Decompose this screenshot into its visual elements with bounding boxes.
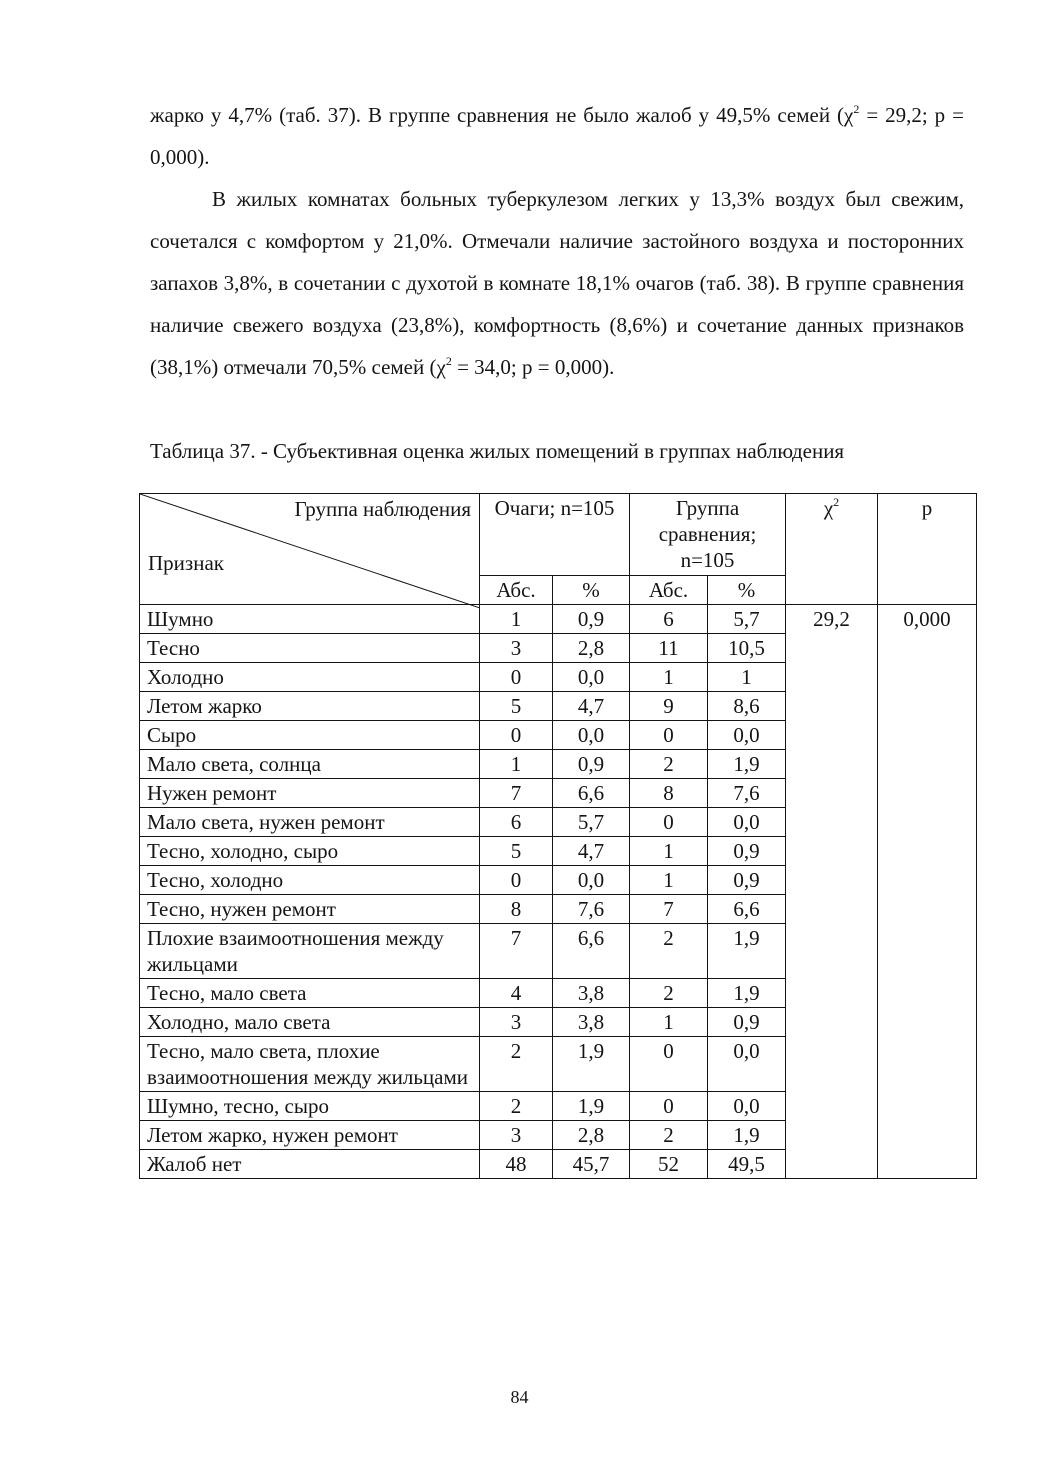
header-comparison: Группа сравнения; n=105 <box>630 494 786 576</box>
row-label: Шумно, тесно, сыро <box>140 1092 480 1121</box>
subheader-pct: % <box>553 575 630 604</box>
page-number: 84 <box>510 1387 529 1407</box>
header-group-label: Группа наблюдения <box>294 497 471 521</box>
foci-abs: 2 <box>480 1092 553 1121</box>
comparison-abs: 2 <box>630 1121 708 1150</box>
table-body <box>140 605 977 1179</box>
comparison-abs: 8 <box>630 779 708 808</box>
foci-abs: 0 <box>480 866 553 895</box>
foci-pct: 0,9 <box>553 750 630 779</box>
comparison-pct: 0,9 <box>708 837 786 866</box>
foci-abs: 5 <box>480 837 553 866</box>
comparison-abs: 1 <box>630 1008 708 1037</box>
data-table <box>139 493 977 1179</box>
comparison-pct: 0,9 <box>708 866 786 895</box>
comparison-abs: 1 <box>630 866 708 895</box>
row-label: Мало света, солнца <box>140 750 480 779</box>
foci-abs: 0 <box>480 663 553 692</box>
paragraph-1 <box>150 94 964 178</box>
foci-pct: 4,7 <box>553 692 630 721</box>
row-label: Нужен ремонт <box>140 779 480 808</box>
comparison-pct: 0,0 <box>708 721 786 750</box>
foci-pct: 2,8 <box>553 634 630 663</box>
foci-abs: 1 <box>480 605 553 634</box>
foci-pct: 0,0 <box>553 866 630 895</box>
foci-abs: 3 <box>480 1121 553 1150</box>
row-label: Тесно, холодно <box>140 866 480 895</box>
subheader-abs: Абс. <box>630 575 708 604</box>
chi-symbol: χ <box>823 496 834 520</box>
comparison-pct: 1,9 <box>708 979 786 1008</box>
foci-pct: 3,8 <box>553 1008 630 1037</box>
header-diagonal-cell <box>140 494 480 605</box>
foci-abs: 48 <box>480 1150 553 1179</box>
foci-pct: 3,8 <box>553 979 630 1008</box>
comparison-pct: 1,9 <box>708 750 786 779</box>
foci-abs: 3 <box>480 1008 553 1037</box>
foci-abs: 8 <box>480 895 553 924</box>
comparison-abs: 9 <box>630 692 708 721</box>
row-label: Тесно, мало света <box>140 979 480 1008</box>
superscript: 2 <box>853 102 860 116</box>
row-label: Летом жарко, нужен ремонт <box>140 1121 480 1150</box>
foci-abs: 0 <box>480 721 553 750</box>
header-chi-square <box>786 494 878 605</box>
foci-pct: 1,9 <box>553 1037 630 1092</box>
comparison-abs: 6 <box>630 605 708 634</box>
comparison-pct: 1,9 <box>708 1121 786 1150</box>
subheader-abs: Абс. <box>480 575 553 604</box>
comparison-pct: 7,6 <box>708 779 786 808</box>
comparison-abs: 11 <box>630 634 708 663</box>
row-label: Жалоб нет <box>140 1150 480 1179</box>
paragraph-1-text: жарко у 4,7% (таб. 37). В группе сравнения не было жалоб у 49,5% семей (χ <box>150 103 854 127</box>
foci-abs: 7 <box>480 779 553 808</box>
header-foci: Очаги; n=105 <box>480 494 630 576</box>
comparison-pct: 8,6 <box>708 692 786 721</box>
foci-pct: 0,9 <box>553 605 630 634</box>
foci-pct: 45,7 <box>553 1150 630 1179</box>
comparison-abs: 0 <box>630 808 708 837</box>
table-row <box>140 605 977 634</box>
foci-pct: 0,0 <box>553 663 630 692</box>
foci-pct: 1,9 <box>553 1092 630 1121</box>
row-label: Тесно <box>140 634 480 663</box>
header-p: p <box>878 494 977 605</box>
comparison-pct: 0,0 <box>708 808 786 837</box>
foci-abs: 6 <box>480 808 553 837</box>
foci-abs: 5 <box>480 692 553 721</box>
foci-pct: 4,7 <box>553 837 630 866</box>
comparison-abs: 0 <box>630 1037 708 1092</box>
foci-pct: 6,6 <box>553 924 630 979</box>
comparison-pct: 1,9 <box>708 924 786 979</box>
foci-abs: 2 <box>480 1037 553 1092</box>
foci-pct: 0,0 <box>553 721 630 750</box>
row-label: Летом жарко <box>140 692 480 721</box>
table-caption: Таблица 37. - Субъективная оценка жилых помещений в группах наблюдения <box>150 439 845 463</box>
comparison-abs: 2 <box>630 750 708 779</box>
row-label: Плохие взаимоотношения между жильцами <box>140 924 480 979</box>
row-label: Тесно, нужен ремонт <box>140 895 480 924</box>
paragraph-2-text-end: = 34,0; p = 0,000). <box>451 355 615 379</box>
row-label: Сыро <box>140 721 480 750</box>
comparison-abs: 52 <box>630 1150 708 1179</box>
comparison-abs: 0 <box>630 1092 708 1121</box>
foci-pct: 6,6 <box>553 779 630 808</box>
comparison-abs: 7 <box>630 895 708 924</box>
comparison-abs: 1 <box>630 663 708 692</box>
row-label: Тесно, мало света, плохие взаимоотношения между жильцами <box>140 1037 480 1092</box>
comparison-pct: 1 <box>708 663 786 692</box>
comparison-pct: 0,0 <box>708 1037 786 1092</box>
paragraph-2-text: В жилых комнатах больных туберкулезом легких у 13,3% воздух был свежим, сочетался с комфортом у 21,0%. Отмечали наличие застойного воздуха и посторонних запахов 3,8%, в сочетании с духотой в комнате 18,1% очагов (таб. 38). В группе сравнения наличие свежего воздуха (23,8%), комфортность (8,6%) и сочетание данных признаков (38,1%) отмечали 70,5% семей (χ <box>150 187 964 379</box>
foci-pct: 5,7 <box>553 808 630 837</box>
paragraph-1-text-end: = 29,2; p = 0,000). <box>150 103 964 169</box>
comparison-abs: 0 <box>630 721 708 750</box>
comparison-pct: 0,9 <box>708 1008 786 1037</box>
row-label: Шумно <box>140 605 480 634</box>
foci-abs: 3 <box>480 634 553 663</box>
comparison-abs: 2 <box>630 979 708 1008</box>
comparison-pct: 49,5 <box>708 1150 786 1179</box>
foci-abs: 7 <box>480 924 553 979</box>
comparison-abs: 1 <box>630 837 708 866</box>
row-label: Холодно <box>140 663 480 692</box>
foci-abs: 1 <box>480 750 553 779</box>
row-label: Мало света, нужен ремонт <box>140 808 480 837</box>
superscript: 2 <box>833 495 840 509</box>
paragraph-2 <box>150 178 964 388</box>
p-value: 0,000 <box>878 605 977 1179</box>
comparison-pct: 6,6 <box>708 895 786 924</box>
superscript: 2 <box>445 354 452 368</box>
foci-pct: 2,8 <box>553 1121 630 1150</box>
comparison-pct: 10,5 <box>708 634 786 663</box>
row-label: Холодно, мало света <box>140 1008 480 1037</box>
comparison-pct: 5,7 <box>708 605 786 634</box>
foci-abs: 4 <box>480 979 553 1008</box>
header-feature-label: Признак <box>148 551 224 575</box>
comparison-pct: 0,0 <box>708 1092 786 1121</box>
subheader-pct: % <box>708 575 786 604</box>
comparison-abs: 2 <box>630 924 708 979</box>
foci-pct: 7,6 <box>553 895 630 924</box>
chi-square-value: 29,2 <box>786 605 878 1179</box>
row-label: Тесно, холодно, сыро <box>140 837 480 866</box>
